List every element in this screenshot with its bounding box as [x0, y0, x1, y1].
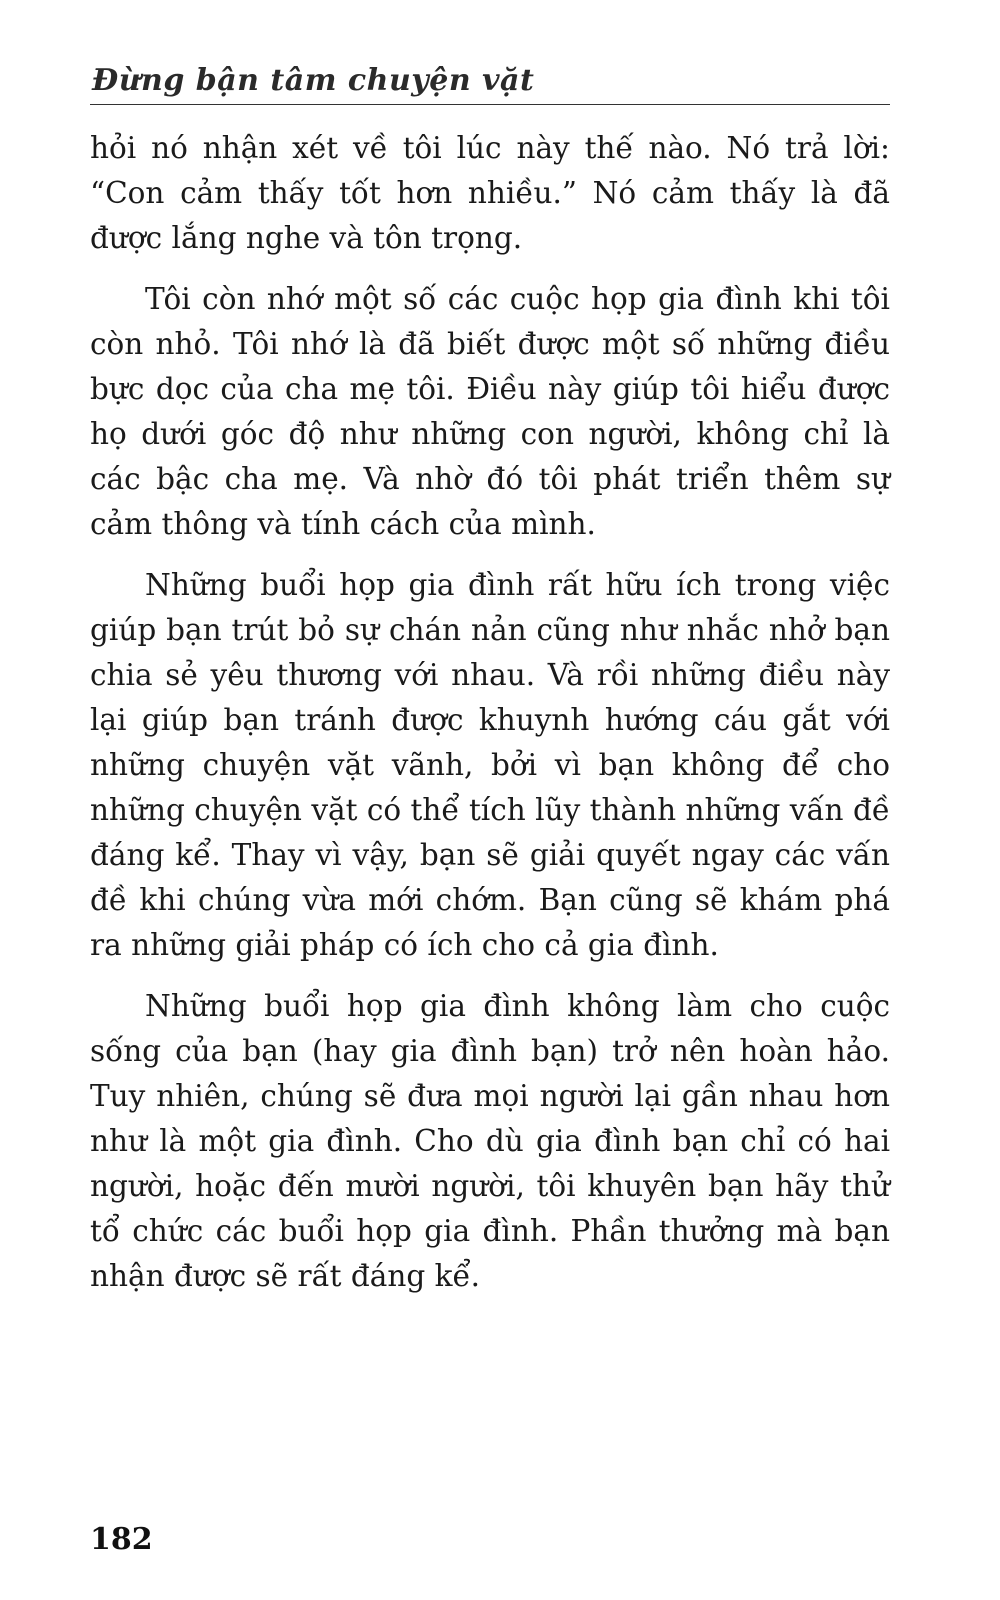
paragraph: Tôi còn nhớ một số các cuộc họp gia đình khi tôi còn nhỏ. Tôi nhớ là đã biết được một số những điều bực dọc của cha mẹ tôi. Điều này giúp tôi hiểu được họ dưới góc độ như những con người, không chỉ là các bậc cha mẹ. Và nhờ đó tôi phát triển thêm sự cảm thông và tính cách của mình. — [90, 282, 890, 541]
paragraph: Những buổi họp gia đình rất hữu ích trong việc giúp bạn trút bỏ sự chán nản cũng như nhắc nhở bạn chia sẻ yêu thương với nhau. Và rồi những điều này lại giúp bạn tránh được khuynh hướng cáu gắt với những chuyện vặt vãnh, bởi vì bạn không để cho những chuyện vặt có thể tích lũy thành những vấn đề đáng kể. Thay vì vậy, bạn sẽ giải quyết ngay các vấn đề khi chúng vừa mới chớm. Bạn cũng sẽ khám phá ra những giải pháp có ích cho cả gia đình. — [90, 568, 890, 962]
running-title: Đừng bận tâm chuyện vặt — [92, 63, 535, 98]
paragraph-continuation: hỏi nó nhận xét về tôi lúc này thế nào. Nó trả lời: “Con cảm thấy tốt hơn nhiều.” Nó cảm thấy là đã được lắng nghe và tôn trọng. — [90, 131, 890, 255]
running-header — [90, 60, 890, 105]
body-text — [90, 126, 890, 1315]
paragraph: Những buổi họp gia đình không làm cho cuộc sống của bạn (hay gia đình bạn) trở nên hoàn hảo. Tuy nhiên, chúng sẽ đưa mọi người lại gần nhau hơn như là một gia đình. Cho dù gia đình bạn chỉ có hai người, hoặc đến mười người, tôi khuyên bạn hãy thử tổ chức các buổi họp gia đình. Phần thưởng mà bạn nhận được sẽ rất đáng kể. — [90, 989, 890, 1293]
page-number: 182 — [90, 1522, 153, 1557]
